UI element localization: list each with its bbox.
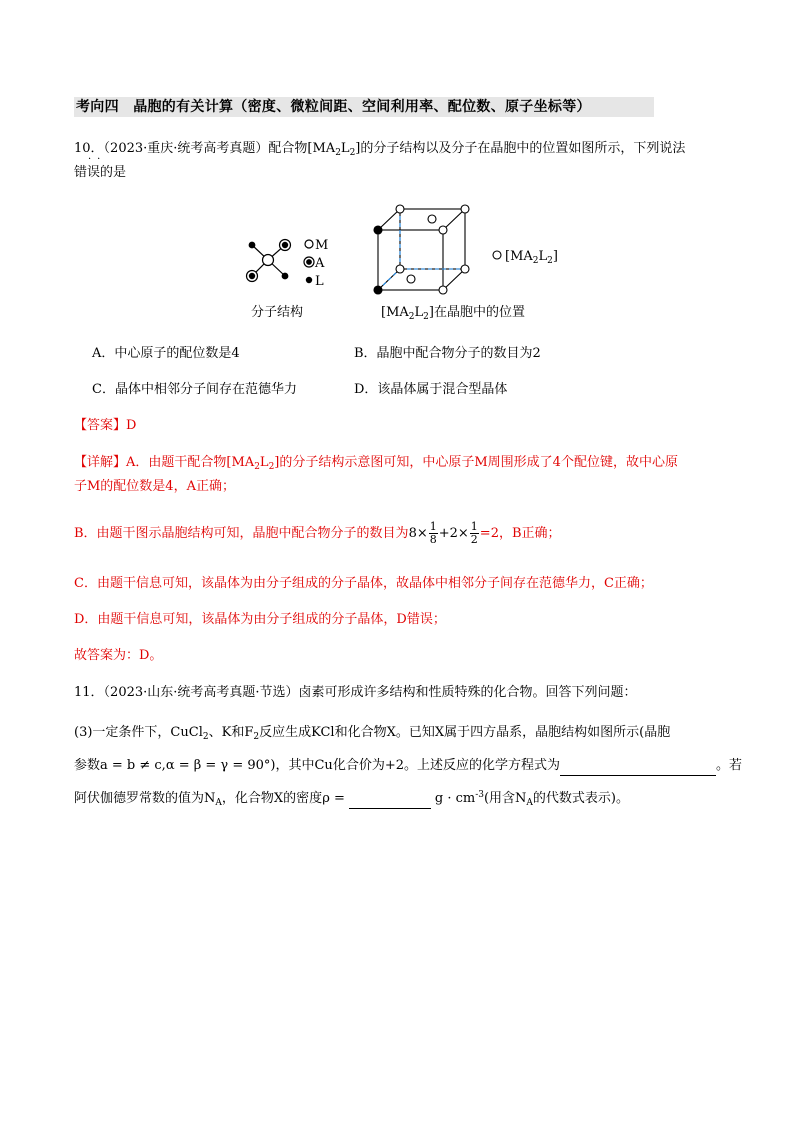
legend-l: L [315,274,324,289]
cell-legend-marker [493,251,501,259]
fraction-one-half: $\frac{1}{2}$ [470,520,478,546]
fraction-one-eighth: $\frac{1}{8}$ [429,520,437,546]
cell-legend-label: $[MA_2L_2]$ [505,249,558,266]
detail-a-line2: 子M的配位数是4，A正确； [74,479,235,494]
caption-cell: $[MA_2L_2]$在晶胞中的位置 [381,305,525,322]
answer-line: 【答案】D [74,418,137,433]
detail-a: 【详解】A．由题干配合物$[MA_2L_2]$的分子结构示意图可知，中心原子M周围形成了4个配位键，故中心原 [74,455,678,472]
section-heading: 考向四 晶胞的有关计算（密度、微粒间距、空间利用率、配位数、原子坐标等） [74,97,654,117]
legend-m: M [315,238,329,253]
density-blank[interactable] [349,792,431,809]
option-a: A．中心原子的配位数是4 [92,346,240,361]
legend-a: A [315,256,325,271]
q11-part3-line3: 阿伏伽德罗常数的值为$N_A$，化合物X的密度$\rho = g \cdot cm^{-3}$(用含$N_A$的代数式表示)。 [74,790,629,808]
detail-d: D．由题干信息可知，该晶体为由分子组成的分子晶体，D错误； [74,612,446,627]
q11-stem: 11．（2023·山东·统考高考真题·节选）卤素可形成许多结构和性质特殊的化合物。回答下列问题： [74,685,637,700]
option-d: D．该晶体属于混合型晶体 [354,382,508,397]
q11-part3-line1: (3)一定条件下，CuCl$_2$、K和$F_2$反应生成KCl和化合物X。已知X属于四方晶系，晶胞结构如图所示(晶胞 [74,725,671,742]
equation-blank[interactable] [560,759,716,776]
q10-stem: 10．（2023·重庆·统考高考真题）配合物$[MA_2L_2]$的分子结构以及分子在晶胞中的位置如图所示，下列说法 [74,141,686,158]
molecule-structure [247,240,315,283]
q11-part3-line2: 参数a = b ≠ c,α = β = γ = 90°)，其中Cu化合价为+2。上述反应的化学方程式为 。若 [74,756,742,776]
detail-c: C．由题干信息可知，该晶体为由分子组成的分子晶体，故晶体中相邻分子间存在范德华力，C正确； [74,576,653,591]
detail-b: B．由题干图示晶胞结构可知，晶胞中配合物分子的数目为8× $\frac{1}{8}$ +2× $\frac{1}{2}$ =2，B正确； [74,520,561,546]
caption-molecule: 分子结构 [251,305,304,320]
emphasis-dots: ·· [88,154,107,165]
conclusion: 故答案为：D。 [74,648,163,663]
q10-stem-line2: 错误的是 [74,165,127,180]
option-c: C．晶体中相邻分子间存在范德华力 [92,382,297,397]
q10-figure [0,195,800,325]
option-b: B．晶胞中配合物分子的数目为2 [354,346,541,361]
